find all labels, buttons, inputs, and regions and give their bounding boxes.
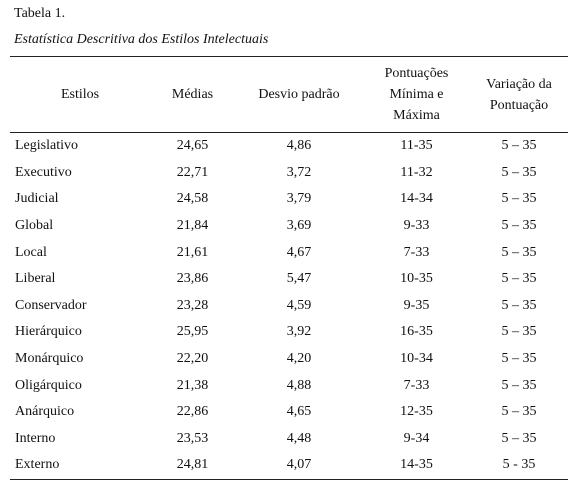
cell-minmax: 10-35	[400, 271, 433, 287]
cell-media: 23,28	[176, 297, 209, 313]
cell-media: 21,84	[176, 218, 209, 234]
table-row	[10, 213, 568, 240]
header-estilos: Estilos	[10, 57, 150, 133]
cell-estilo: Hierárquico	[15, 324, 82, 340]
cell-media: 24,65	[176, 138, 209, 154]
table-caption-label: Tabela 1.	[14, 6, 66, 21]
cell-estilo: Monárquico	[15, 351, 84, 367]
cell-desvio: 4,59	[286, 297, 312, 313]
table-row	[10, 186, 568, 213]
cell-minmax: 7-33	[403, 244, 430, 260]
cell-variacao: 5 – 35	[501, 164, 537, 180]
header-variacao-line2: Pontuação	[489, 97, 549, 113]
cell-estilo: Liberal	[15, 271, 56, 287]
cell-media: 22,71	[176, 164, 209, 180]
cell-estilo: Externo	[10, 452, 150, 479]
cell-media: 23,53	[176, 430, 209, 446]
cell-variacao: 5 - 35	[470, 452, 568, 479]
header-row	[10, 57, 568, 133]
header-pontuacoes-line3: Máxima	[393, 108, 440, 123]
cell-desvio: 3,72	[286, 164, 312, 180]
cell-desvio: 4,65	[286, 404, 312, 420]
cell-variacao: 5 – 35	[501, 191, 537, 207]
table-caption-title: Estatística Descritiva dos Estilos Intelectuais	[14, 32, 269, 47]
table-header	[10, 57, 568, 133]
cell-variacao: 5 – 35	[501, 377, 537, 393]
table-row	[10, 319, 568, 346]
cell-variacao: 5 – 35	[501, 138, 537, 154]
statistics-table	[10, 56, 568, 480]
cell-minmax: 7-33	[403, 377, 430, 393]
cell-desvio: 4,20	[286, 351, 312, 367]
header-pontuacoes	[363, 57, 470, 133]
cell-estilo: Judicial	[15, 191, 59, 207]
cell-media: 21,38	[176, 377, 209, 393]
cell-media: 21,61	[176, 244, 209, 260]
cell-media: 24,58	[176, 191, 209, 207]
cell-minmax: 16-35	[400, 324, 433, 340]
cell-desvio: 4,67	[286, 244, 312, 260]
cell-variacao: 5 – 35	[501, 351, 537, 367]
cell-media: 22,20	[176, 351, 209, 367]
table-row	[10, 266, 568, 293]
cell-minmax: 11-35	[400, 138, 433, 154]
cell-estilo: Interno	[15, 430, 56, 446]
table-row	[10, 372, 568, 399]
cell-desvio: 4,48	[286, 430, 312, 446]
header-variacao-line1: Variação da	[486, 76, 552, 92]
cell-variacao: 5 – 35	[501, 271, 537, 287]
cell-media: 22,86	[176, 404, 209, 420]
table-row	[10, 346, 568, 373]
cell-estilo: Anárquico	[15, 404, 75, 420]
cell-variacao: 5 – 35	[501, 244, 537, 260]
header-medias: Médias	[150, 57, 235, 133]
cell-minmax: 11-32	[400, 164, 433, 180]
header-pontuacoes-line2: Mínima e	[389, 87, 444, 102]
cell-desvio: 3,92	[286, 324, 312, 340]
table-row	[10, 133, 568, 160]
cell-minmax: 9-35	[403, 297, 430, 313]
cell-variacao: 5 – 35	[501, 324, 537, 340]
cell-estilo: Local	[15, 244, 47, 260]
cell-desvio: 4,86	[286, 138, 312, 154]
cell-minmax: 14-35	[363, 452, 470, 479]
table-row	[10, 160, 568, 187]
cell-estilo: Oligárquico	[15, 377, 82, 393]
header-variacao	[470, 57, 568, 133]
cell-variacao: 5 – 35	[501, 404, 537, 420]
cell-minmax: 10-34	[400, 351, 433, 367]
table-row	[10, 239, 568, 266]
cell-minmax: 12-35	[400, 404, 433, 420]
cell-estilo: Conservador	[15, 297, 87, 313]
cell-minmax: 9-34	[403, 430, 430, 446]
header-desvio-padrao: Desvio padrão	[235, 57, 363, 133]
cell-variacao: 5 – 35	[501, 430, 537, 446]
cell-variacao: 5 – 35	[501, 297, 537, 313]
cell-desvio: 4,07	[235, 452, 363, 479]
cell-desvio: 3,79	[286, 191, 312, 207]
cell-media: 24,81	[150, 452, 235, 479]
cell-estilo: Global	[15, 218, 54, 234]
cell-estilo: Executivo	[15, 164, 72, 180]
cell-minmax: 9-33	[403, 218, 430, 234]
header-pontuacoes-line1: Pontuações	[384, 66, 449, 81]
table-row	[10, 293, 568, 320]
cell-media: 23,86	[176, 271, 209, 287]
cell-desvio: 4,88	[286, 377, 312, 393]
table-row	[10, 452, 568, 479]
cell-media: 25,95	[176, 324, 209, 340]
cell-variacao: 5 – 35	[501, 218, 537, 234]
table-row	[10, 426, 568, 453]
cell-minmax: 14-34	[400, 191, 433, 207]
table-body	[10, 133, 568, 480]
cell-desvio: 3,69	[286, 218, 312, 234]
cell-desvio: 5,47	[286, 271, 312, 287]
table-row	[10, 399, 568, 426]
cell-estilo: Legislativo	[15, 138, 78, 154]
